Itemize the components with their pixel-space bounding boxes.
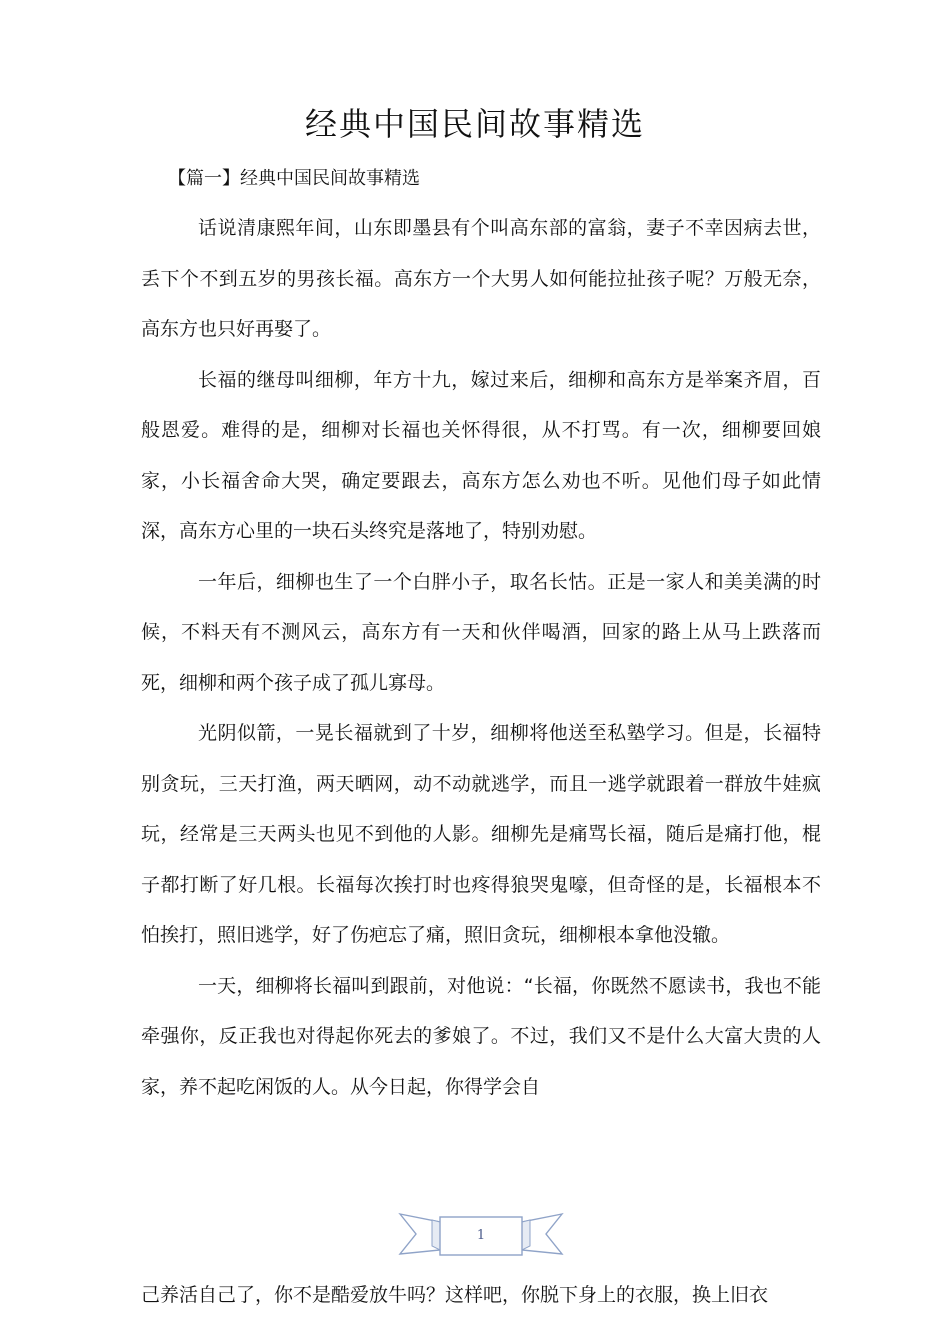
body-text (141, 203, 821, 1112)
page-number: 1 (476, 1228, 486, 1243)
paragraph: 光阴似箭，一晃长福就到了十岁，细柳将他送至私塾学习。但是，长福特别贪玩，三天打渔，两天晒网，动不动就逃学，而且一逃学就跟着一群放牛娃疯玩，经常是三天两头也见不到他的人影。细柳先是痛骂长福，随后是痛打他，棍子都打断了好几根。长福每次挨打时也疼得狼哭鬼嚎，但奇怪的是，长福根本不怕挨打，照旧逃学，好了伤疤忘了痛，照旧贪玩，细柳根本拿他没辙。 (141, 722, 821, 946)
paragraph: 长福的继母叫细柳，年方十九，嫁过来后，细柳和高东方是举案齐眉，百般恩爱。难得的是，细柳对长福也关怀得很，从不打骂。有一次，细柳要回娘家，小长福舍命大哭，确定要跟去，高东方怎么劝也不听。见他们母子如此情深，高东方心里的一块石头终究是落地了，特别劝慰。 (141, 368, 821, 542)
paragraph: 一天，细柳将长福叫到跟前，对他说：“长福，你既然不愿读书，我也不能牵强你，反正我也对得起你死去的爹娘了。不过，我们又不是什么大富大贵的人家，养不起吃闲饭的人。从今日起，你得学会自 (141, 974, 821, 1098)
paragraph: 一年后，细柳也生了一个白胖小子，取名长怙。正是一家人和美美满的时候，不料天有不测风云，高东方有一天和伙伴喝酒，回家的路上从马上跌落而死，细柳和两个孩子成了孤儿寡母。 (141, 570, 821, 694)
page-title: 经典中国民间故事精选 (304, 105, 645, 143)
continuation-text: 己养活自己了，你不是酷爱放牛吗？这样吧，你脱下身上的衣服，换上旧衣 (141, 1284, 769, 1306)
section-heading: 【篇一】经典中国民间故事精选 (168, 168, 420, 189)
paragraph: 话说清康熙年间，山东即墨县有个叫高东部的富翁，妻子不幸因病去世，丢下个不到五岁的男孩长福。高东方一个大男人如何能拉扯孩子呢？万般无奈，高东方也只好再娶了。 (141, 217, 821, 340)
